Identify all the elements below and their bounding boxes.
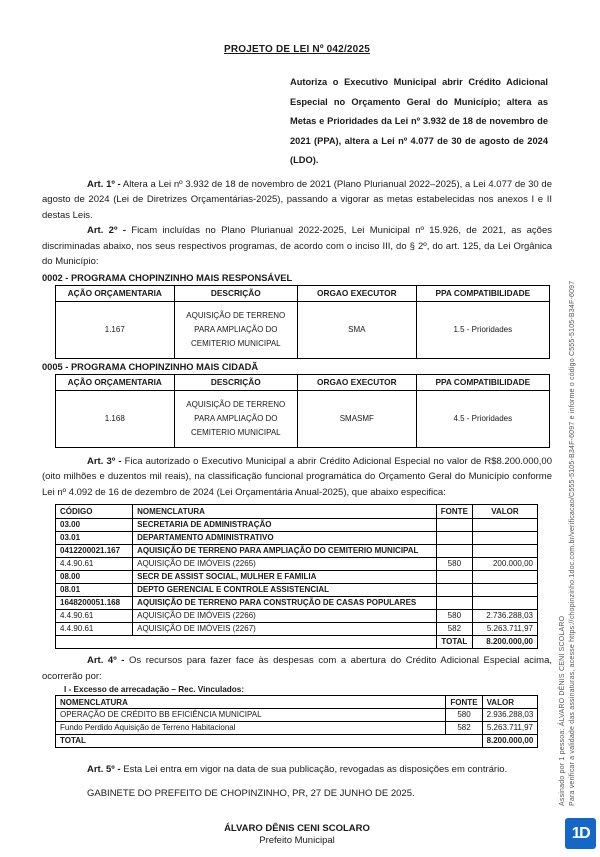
table-cell-valor: 2.936.288,03 (482, 709, 537, 722)
table-cell-fonte (436, 597, 472, 610)
column-header: DESCRIÇÃO (174, 285, 298, 301)
column-header: VALOR (472, 505, 537, 519)
article-2 (42, 223, 552, 270)
table-cell-fonte: 580 (446, 709, 482, 722)
ppa-table-0002 (55, 285, 550, 359)
program-heading-0005: 0005 - PROGRAMA CHOPINZINHO MAIS CIDADÃ (42, 361, 259, 372)
document-content (42, 44, 552, 846)
table-cell-descricao: AQUISIÇÃO DE TERRENO PARA AMPLIAÇÃO DO CEMITERIO MUNICIPAL (174, 301, 298, 358)
article-4 (42, 653, 552, 684)
table-cell-nome: DEPARTAMENTO ADMINISTRATIVO (133, 532, 437, 545)
table-row (56, 722, 538, 735)
article-1-label: Art. 1º - (87, 178, 121, 190)
article-2-label: Art. 2º - (87, 225, 126, 236)
signature-stamp-line-2: Para verificar a validade das assinaturas, acesse https://chopinzinho.1doc.com.br/verificacao/C555-5105-B34F-6097 e informe o código C555-5105-B34F-6097 (569, 280, 576, 806)
table-cell-fonte: 580 (436, 558, 472, 571)
article-4-item-1: I - Excesso de arrecadação – Rec. Vinculados: (64, 685, 245, 694)
article-5-label: Art. 5º - (87, 764, 121, 775)
closing-line: GABINETE DO PREFEITO DE CHOPINZINHO, PR, 27 DE JUNHO DE 2025. (87, 787, 415, 799)
table-cell-descricao: AQUISIÇÃO DE TERRENO PARA AMPLIAÇÃO DO CEMITERIO MUNICIPAL (174, 390, 298, 447)
table-row (56, 558, 538, 571)
table-cell-valor (472, 584, 537, 597)
table-cell-fonte (436, 532, 472, 545)
table-cell-valor (472, 545, 537, 558)
total-label: TOTAL (56, 735, 483, 748)
article-4-label: Art. 4º - (87, 655, 125, 666)
table-cell-fonte (436, 584, 472, 597)
column-header: NOMENCLATURA (133, 505, 437, 519)
column-header: ORGAO EXECUTOR (298, 285, 417, 301)
signatory-name: ÁLVARO DÊNIS CENI SCOLARO (224, 822, 370, 834)
table-cell-fonte: 582 (436, 623, 472, 636)
column-header: PPA COMPATIBILIDADE (416, 374, 549, 390)
table-cell-valor (472, 519, 537, 532)
table-cell-codigo: 4.4.90.61 (56, 623, 133, 636)
table-cell-valor: 2.736.288,03 (472, 610, 537, 623)
table-cell-nome: SECR DE ASSIST SOCIAL, MULHER E FAMILIA (133, 571, 437, 584)
column-header: CÓDIGO (56, 505, 133, 519)
table-cell-nome: DEPTO GERENCIAL E CONTROLE ASSISTENCIAL (133, 584, 437, 597)
table-cell-nome: AQUISIÇÃO DE IMÓVEIS (2267) (133, 623, 437, 636)
article-5 (42, 762, 552, 778)
article-3 (42, 454, 552, 501)
column-header: PPA COMPATIBILIDADE (416, 285, 549, 301)
table-cell-ppa: 1.5 - Prioridades (416, 301, 549, 358)
table-cell-valor: 200.000,00 (472, 558, 537, 571)
table-cell-codigo: 4.4.90.61 (56, 610, 133, 623)
table-row (56, 532, 538, 545)
total-value: 8.200.000,00 (472, 636, 537, 649)
column-header: FONTE (436, 505, 472, 519)
table-row (56, 597, 538, 610)
1doc-logo-text: 1D (571, 824, 590, 842)
table-row (56, 519, 538, 532)
column-header: AÇÃO ORÇAMENTARIA (56, 374, 175, 390)
total-label: TOTAL (436, 636, 472, 649)
table-cell-valor (472, 532, 537, 545)
resources-table (55, 695, 538, 748)
table-cell-codigo: 08.00 (56, 571, 133, 584)
table-cell-orgao: SMA (298, 301, 417, 358)
article-1-text: Altera a Lei nº 3.932 de 18 de novembro de 2021 (Plano Plurianual 2022–2025), a Lei 4.077 de 30 de agosto de 2024 (Lei de Diretrizes Orçamentárias-2025), passando a vigorar as metas estabelecidas nos anexos I e II destas Leis. (42, 178, 552, 221)
total-value: 8.200.000,00 (482, 735, 537, 748)
table-cell-valor (472, 571, 537, 584)
table-cell-orgao: SMASMF (298, 390, 417, 447)
table-cell-fonte: 582 (446, 722, 482, 735)
column-header: DESCRIÇÃO (174, 374, 298, 390)
table-row (56, 709, 538, 722)
document-title: PROJETO DE LEI Nº 042/2025 (224, 44, 370, 55)
table-cell-empty (56, 636, 437, 649)
signature-stamp-line-1: Assinado por 1 pessoa: ÁLVARO DÊNIS CENI SCOLARO (559, 615, 566, 806)
table-row (56, 301, 550, 358)
table-cell-nome: Fundo Perdido Aquisição de Terreno Habitacional (56, 722, 446, 735)
column-header: NOMENCLATURA (56, 696, 446, 709)
table-cell-fonte (436, 545, 472, 558)
table-row (56, 610, 538, 623)
table-row (56, 390, 550, 447)
column-header: VALOR (482, 696, 537, 709)
table-cell-nome: SECRETARIA DE ADMINISTRAÇÃO (133, 519, 437, 532)
table-cell-acao: 1.168 (56, 390, 175, 447)
table-cell-codigo: 1648200051.168 (56, 597, 133, 610)
table-row (56, 545, 538, 558)
table-cell-codigo: 08.01 (56, 584, 133, 597)
table-row (56, 584, 538, 597)
article-3-text: Fica autorizado o Executivo Municipal a abrir Crédito Adicional Especial no valor de R$8.200.000,00 (oito milhões e duzentos mil reais), na classificação funcional programática do Orçamento Geral do Município conforme Lei nº 4.092 de 16 de dezembro de 2024 (Lei Orçamentária Anual-2025), que abaixo especifica: (42, 455, 552, 498)
table-cell-nome: AQUISIÇÃO DE TERRENO PARA CONSTRUÇÃO DE CASAS POPULARES (133, 597, 437, 610)
article-3-label: Art. 3º - (87, 455, 122, 467)
table-row (56, 623, 538, 636)
table-cell-nome: AQUISIÇÃO DE TERRENO PARA AMPLIAÇÃO DO CEMITERIO MUNICIPAL (133, 545, 437, 558)
article-5-text: Esta Lei entra em vigor na data de sua publicação, revogadas as disposições em contrário. (120, 764, 508, 775)
table-cell-valor: 5.263.711,97 (472, 623, 537, 636)
table-cell-valor: 5.263.711,97 (482, 722, 537, 735)
table-cell-fonte (436, 571, 472, 584)
article-2-text: Ficam incluídas no Plano Plurianual 2022-2025, Lei Municipal nº 15.926, de 2021, as ações discriminadas abaixo, nos seus respectivos programas, de acordo com o inciso III, do § 2º, do art. 125, da Lei Orgânica do Município: (42, 225, 552, 267)
program-heading-0002: 0002 - PROGRAMA CHOPINZINHO MAIS RESPONSÁVEL (42, 272, 293, 283)
article-1 (42, 177, 552, 224)
signatory-role: Prefeito Municipal (259, 834, 335, 846)
column-header: ORGAO EXECUTOR (298, 374, 417, 390)
table-cell-fonte (436, 519, 472, 532)
table-cell-nome: OPERAÇÃO DE CRÉDITO BB EFICIÊNCIA MUNICIPAL (56, 709, 446, 722)
1doc-logo-icon (565, 818, 596, 849)
table-cell-codigo: 03.01 (56, 532, 133, 545)
table-cell-valor (472, 597, 537, 610)
ppa-table-0005 (55, 374, 550, 448)
table-cell-fonte: 580 (436, 610, 472, 623)
article-4-text: Os recursos para fazer face às despesas com a abertura do Crédito Adicional Especial acima, ocorrerão por: (42, 655, 553, 682)
table-cell-codigo: 4.4.90.61 (56, 558, 133, 571)
column-header: AÇÃO ORÇAMENTARIA (56, 285, 175, 301)
column-header: FONTE (446, 696, 482, 709)
table-cell-acao: 1.167 (56, 301, 175, 358)
epigraph: Autoriza o Executivo Municipal abrir Crédito Adicional Especial no Orçamento Geral do Município; altera as Metas e Prioridades da Lei nº 3.932 de 18 de novembro de 2021 (PPA), altera a Lei nº 4.077 de 30 de agosto de 2024 (LDO). (290, 77, 548, 165)
table-total-row (56, 735, 538, 748)
table-cell-codigo: 03.00 (56, 519, 133, 532)
table-cell-nome: AQUISIÇÃO DE IMÓVEIS (2266) (133, 610, 437, 623)
table-cell-ppa: 4.5 - Prioridades (416, 390, 549, 447)
table-cell-codigo: 0412200021.167 (56, 545, 133, 558)
budget-table (55, 504, 538, 649)
table-total-row (56, 636, 538, 649)
table-cell-nome: AQUISIÇÃO DE IMÓVEIS (2265) (133, 558, 437, 571)
table-row (56, 571, 538, 584)
